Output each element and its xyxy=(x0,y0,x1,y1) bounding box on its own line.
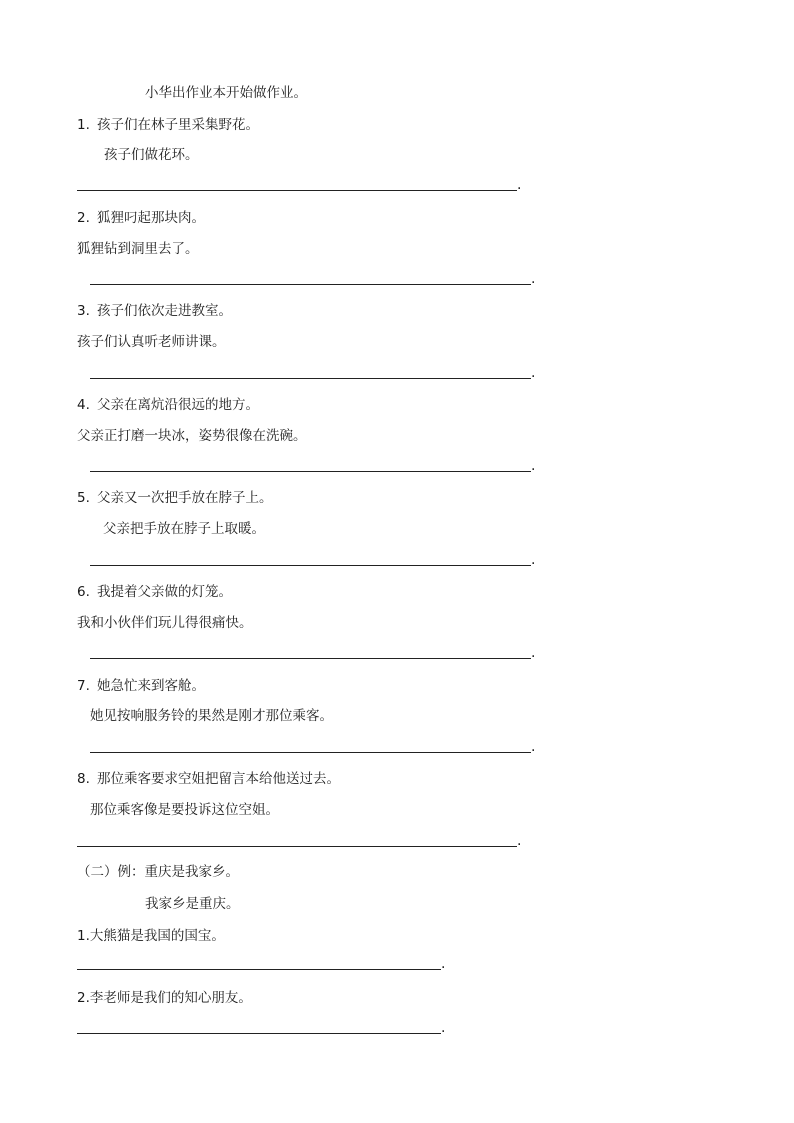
item-8-number: 8. xyxy=(77,771,90,787)
item-1-period: . xyxy=(517,177,522,193)
intro-sentence: 小华出作业本开始做作业。 xyxy=(145,85,307,101)
section-2-item-2-period: . xyxy=(441,1020,446,1036)
section-2-item-2-answer-line[interactable] xyxy=(77,1033,441,1034)
item-6-sentence-a: 我提着父亲做的灯笼。 xyxy=(97,584,232,600)
item-5-sentence-b: 父亲把手放在脖子上取暖。 xyxy=(103,521,265,537)
item-8-sentence-b: 那位乘客像是要投诉这位空姐。 xyxy=(90,802,279,818)
item-3-period: . xyxy=(531,365,536,381)
item-7-number: 7. xyxy=(77,678,90,694)
item-8-period: . xyxy=(517,833,522,849)
item-5-sentence-a: 父亲又一次把手放在脖子上。 xyxy=(97,490,273,506)
section-2-item-1-answer-line[interactable] xyxy=(77,969,441,970)
item-1-answer-line[interactable] xyxy=(77,190,517,191)
item-5-answer-line[interactable] xyxy=(90,565,531,566)
item-7-period: . xyxy=(531,739,536,755)
item-2-answer-line[interactable] xyxy=(90,284,531,285)
section-2-item-2: 2.李老师是我们的知心朋友。 xyxy=(77,990,252,1006)
item-6-sentence-b: 我和小伙伴们玩儿得很痛快。 xyxy=(77,615,253,631)
item-4-number: 4. xyxy=(77,397,90,413)
item-2-period: . xyxy=(531,271,536,287)
item-3-sentence-b: 孩子们认真听老师讲课。 xyxy=(77,334,226,350)
item-7-answer-line[interactable] xyxy=(90,752,531,753)
section-2-heading: （二）例：重庆是我家乡。 xyxy=(77,864,239,880)
section-2-item-1: 1.大熊猫是我国的国宝。 xyxy=(77,928,225,944)
item-3-sentence-a: 孩子们依次走进教室。 xyxy=(97,303,232,319)
item-7-sentence-b: 她见按响服务铃的果然是刚才那位乘客。 xyxy=(90,708,333,724)
item-5-period: . xyxy=(531,552,536,568)
item-4-period: . xyxy=(531,458,536,474)
item-7-sentence-a: 她急忙来到客舱。 xyxy=(97,678,205,694)
item-4-sentence-b: 父亲正打磨一块冰，姿势很像在洗碗。 xyxy=(77,428,307,444)
item-4-sentence-a: 父亲在离炕沿很远的地方。 xyxy=(97,397,259,413)
item-6-number: 6. xyxy=(77,584,90,600)
item-3-answer-line[interactable] xyxy=(90,378,531,379)
item-6-period: . xyxy=(531,645,536,661)
section-2-example: 我家乡是重庆。 xyxy=(145,896,240,912)
item-5-number: 5. xyxy=(77,490,90,506)
item-1-sentence-b: 孩子们做花环。 xyxy=(104,147,199,163)
item-4-answer-line[interactable] xyxy=(90,471,531,472)
item-3-number: 3. xyxy=(77,303,90,319)
item-1-number: 1. xyxy=(77,117,90,133)
item-6-answer-line[interactable] xyxy=(90,658,531,659)
item-8-answer-line[interactable] xyxy=(77,846,517,847)
item-2-sentence-a: 狐狸叼起那块肉。 xyxy=(97,210,205,226)
item-8-sentence-a: 那位乘客要求空姐把留言本给他送过去。 xyxy=(97,771,340,787)
item-2-number: 2. xyxy=(77,210,90,226)
item-2-sentence-b: 狐狸钻到洞里去了。 xyxy=(77,241,199,257)
section-2-item-1-period: . xyxy=(441,956,446,972)
item-1-sentence-a: 孩子们在林子里采集野花。 xyxy=(97,117,259,133)
